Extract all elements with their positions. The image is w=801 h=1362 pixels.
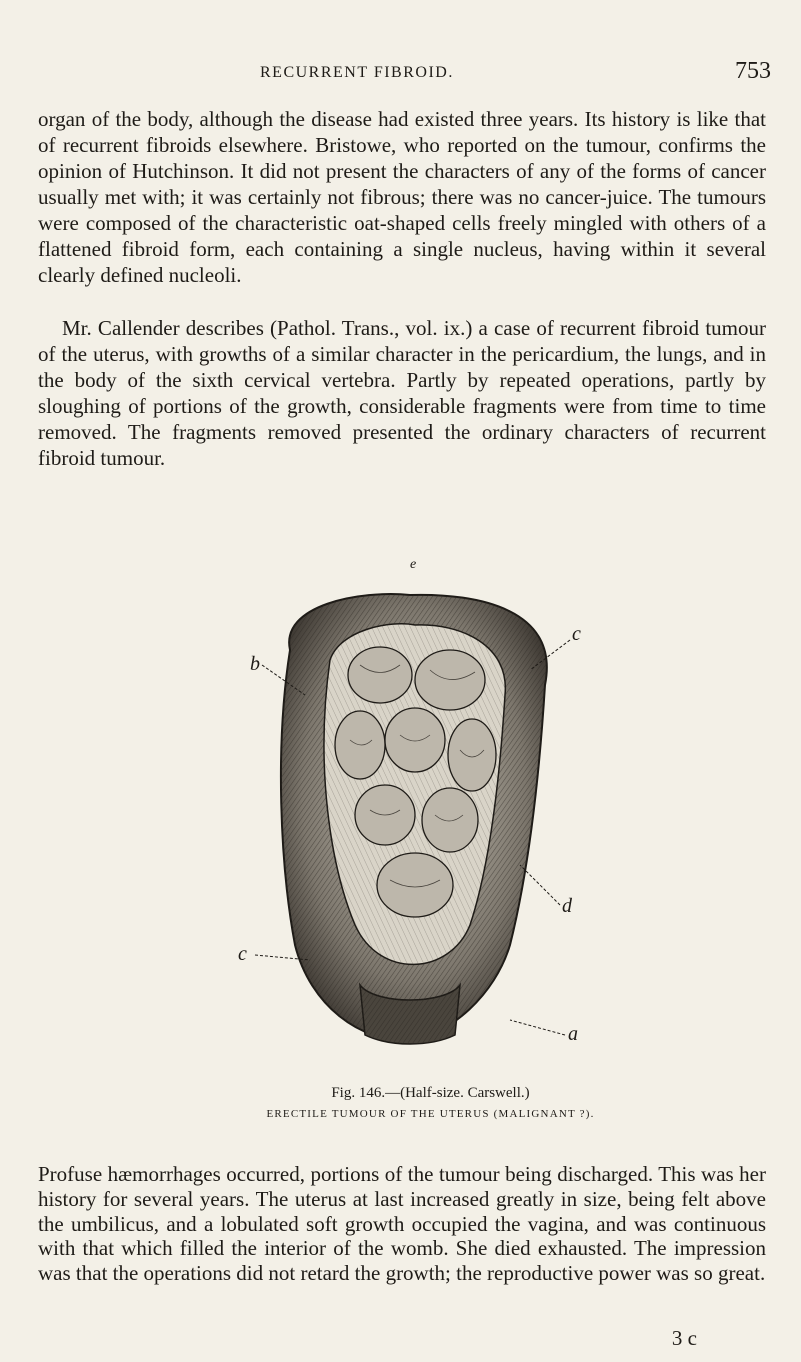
label-c-upper: c [572, 623, 581, 645]
label-c-lower: c [238, 943, 247, 965]
page-number: 753 [735, 58, 771, 84]
running-head: RECURRENT FIBROID. [260, 64, 454, 81]
paragraph-1: organ of the body, although the disease had existed three years. Its history is like that of recurrent fibroids elsewhere. Bristowe, who reported on the tumour, confirms the opinion of Hutchinson. It did not present the characters of any of the forms of cancer usually met with; it was certainly not fibrous; there was no cancer-juice. The tumours were composed of the characteristic oat-shaped cells freely mingled with others of a flattened fibroid form, each containing a single nucleus, having within it several clearly defined nucleoli. [38, 107, 766, 287]
paragraph-3: Profuse hæmorrhages occurred, portions of the tumour being discharged. This was her history for several years. The uterus at last increased greatly in size, being felt above the umbilicus, and a lobulated soft growth occupied the vagina, and was continuous with that which filled the interior of the womb. She died exhausted. The impression was that the operations did not retard the growth; the reproductive power was so great. [38, 1162, 766, 1286]
tumour-engraving [210, 565, 610, 1055]
label-b: b [250, 653, 260, 675]
uterus-illustration [210, 557, 610, 1055]
paragraph-2: Mr. Callender describes (Pathol. Trans., vol. ix.) a case of recurrent fibroid tumour of the uterus, with growths of a similar character in the pericardium, the lungs, and in the body of the sixth cervical vertebra. Partly by repeated operations, partly by sloughing of portions of the growth, considerable fragments were from time to time removed. The fragments removed presented the ordinary characters of recurrent fibroid tumour. [38, 316, 766, 470]
label-a: a [568, 1023, 578, 1045]
signature-mark: 3 c [671, 1326, 697, 1350]
figure-subcaption: ERECTILE TUMOUR OF THE UTERUS (MALIGNANT ?). [266, 1108, 595, 1120]
label-e: e [410, 557, 417, 572]
figure-caption: Fig. 146.—(Half-size. Carswell.) [331, 1085, 530, 1101]
label-d: d [562, 895, 572, 917]
